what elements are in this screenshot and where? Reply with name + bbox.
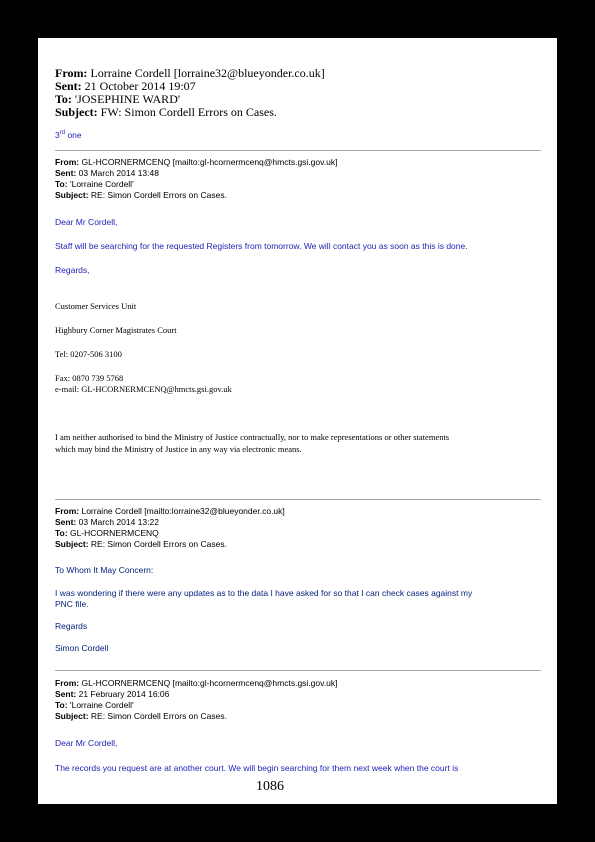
sig-court: Highbury Corner Magistrates Court xyxy=(55,325,177,335)
page-number: 1086 xyxy=(256,779,284,794)
email2-greeting: Dear Mr Cordell, xyxy=(55,217,118,227)
email2-subject: Subject: RE: Simon Cordell Errors on Cases. xyxy=(55,190,227,200)
email4-from: From: GL-HCORNERMCENQ [mailto:gl-hcornermcenq@hmcts.gsi.gov.uk] xyxy=(55,678,338,688)
divider xyxy=(55,150,541,151)
sig-email: e-mail: GL-HCORNERMCENQ@hmcts.gsi.gov.uk xyxy=(55,384,232,394)
email3-body-line-2: PNC file. xyxy=(55,599,89,609)
header1-subject: Subject: FW: Simon Cordell Errors on Cases. xyxy=(55,105,277,119)
divider xyxy=(55,499,541,500)
email4-subject: Subject: RE: Simon Cordell Errors on Cases. xyxy=(55,711,227,721)
header1-sent: Sent: 21 October 2014 19:07 xyxy=(55,79,196,93)
email3-signoff: Simon Cordell xyxy=(55,643,109,653)
email4-greeting: Dear Mr Cordell, xyxy=(55,738,118,748)
sig-fax: Fax: 0870 739 5768 xyxy=(55,373,124,383)
email3-closing: Regards xyxy=(55,621,88,631)
sig-tel: Tel: 0207-506 3100 xyxy=(55,349,122,359)
email2-to: To: 'Lorraine Cordell' xyxy=(55,179,134,189)
email3-subject: Subject: RE: Simon Cordell Errors on Cases. xyxy=(55,539,227,549)
forward-note: 3rd one xyxy=(55,130,82,140)
disclaimer-line-1: I am neither authorised to bind the Ministry of Justice contractually, nor to make representations or other statements xyxy=(55,432,450,442)
email2-sent: Sent: 03 March 2014 13:48 xyxy=(55,168,159,178)
sig-unit: Customer Services Unit xyxy=(55,301,137,311)
document-page xyxy=(38,38,557,804)
header1-from: From: Lorraine Cordell [lorraine32@blueyonder.co.uk] xyxy=(55,66,325,80)
email3-to: To: GL-HCORNERMCENQ xyxy=(55,528,159,538)
email3-from: From: Lorraine Cordell [mailto:lorraine32@blueyonder.co.uk] xyxy=(55,506,285,516)
email3-sent: Sent: 03 March 2014 13:22 xyxy=(55,517,159,527)
email4-body-line-1: The records you request are at another court. We will begin searching for them next week when the court is xyxy=(55,763,459,773)
header1-to: To: 'JOSEPHINE WARD' xyxy=(55,92,181,106)
email3-greeting: To Whom It May Concern: xyxy=(55,565,154,575)
divider xyxy=(55,670,541,671)
email2-body: Staff will be searching for the requested Registers from tomorrow. We will contact you as soon as this is done. xyxy=(55,241,468,251)
email4-to: To: 'Lorraine Cordell' xyxy=(55,700,134,710)
email3-body-line-1: I was wondering if there were any updates as to the data I have asked for so that I can check cases against my xyxy=(55,588,473,598)
email2-from: From: GL-HCORNERMCENQ [mailto:gl-hcornermcenq@hmcts.gsi.gov.uk] xyxy=(55,157,338,167)
email4-sent: Sent: 21 February 2014 16:06 xyxy=(55,689,170,699)
disclaimer-line-2: which may bind the Ministry of Justice in any way via electronic means. xyxy=(55,444,302,454)
email2-closing: Regards, xyxy=(55,265,90,275)
